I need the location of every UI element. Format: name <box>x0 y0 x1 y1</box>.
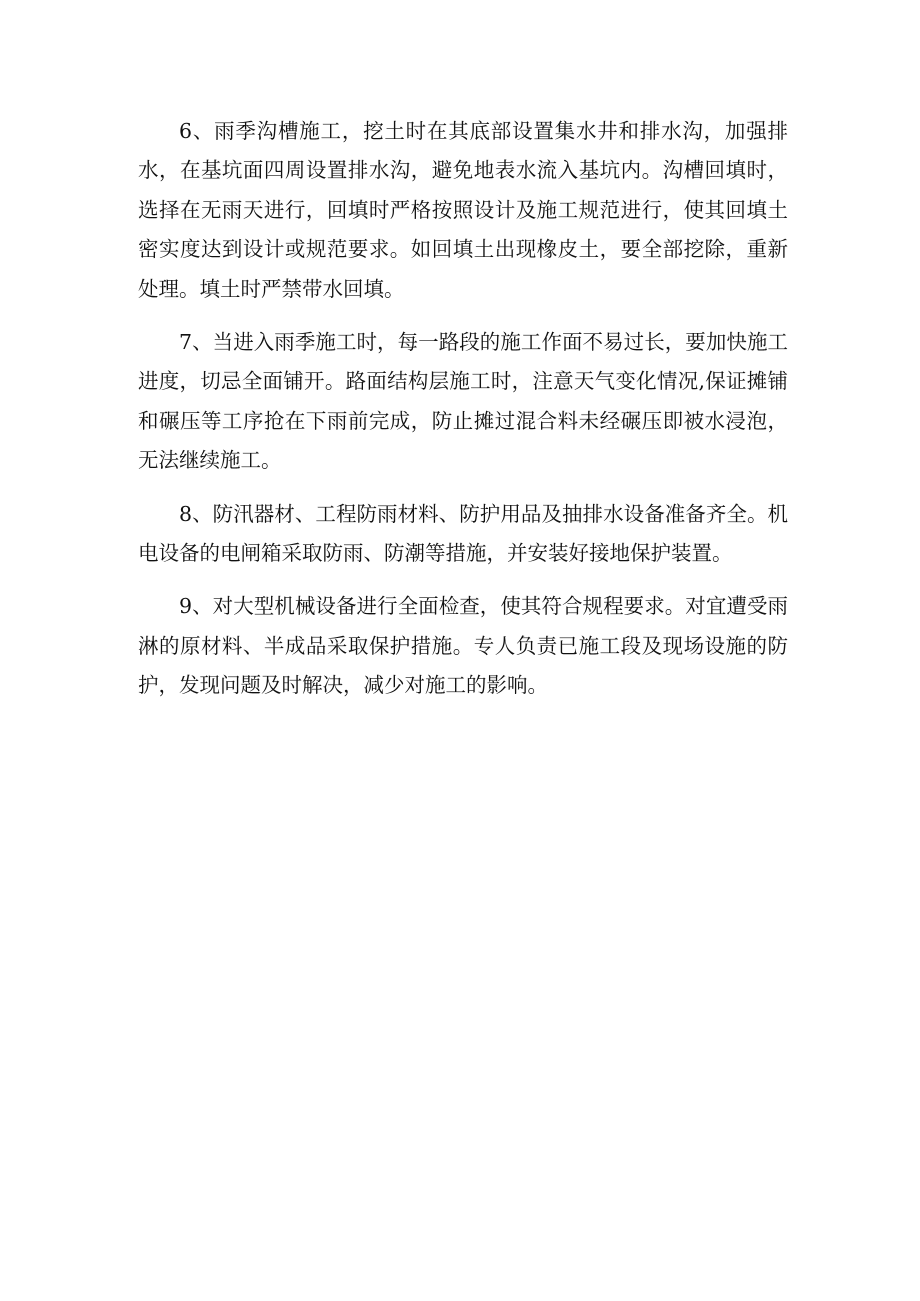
paragraph-item-6: 6、雨季沟槽施工，挖土时在其底部设置集水井和排水沟，加强排水，在基坑面四周设置排水沟，避免地表水流入基坑内。沟槽回填时，选择在无雨天进行，回填时严格按照设计及施工规范进行，使其回填土密实度达到设计或规范要求。如回填土出现橡皮土，要全部挖除，重新处理。填土时严禁带水回填。 <box>138 119 788 301</box>
paragraph-item-8: 8、防汛器材、工程防雨材料、防护用品及抽排水设备准备齐全。机电设备的电闸箱采取防雨、防潮等措施，并安装好接地保护装置。 <box>138 501 788 566</box>
document-body <box>138 112 788 720</box>
paragraph-item-7: 7、当进入雨季施工时，每一路段的施工作面不易过长，要加快施工进度，切忌全面铺开。路面结构层施工时，注意天气变化情况,保证摊铺和碾压等工序抢在下雨前完成，防止摊过混合料未经碾压即被水浸泡，无法继续施工。 <box>138 330 788 473</box>
paragraph-item-9: 9、对大型机械设备进行全面检查，使其符合规程要求。对宜遭受雨淋的原材料、半成品采取保护措施。专人负责已施工段及现场设施的防护，发现问题及时解决，减少对施工的影响。 <box>138 594 788 698</box>
